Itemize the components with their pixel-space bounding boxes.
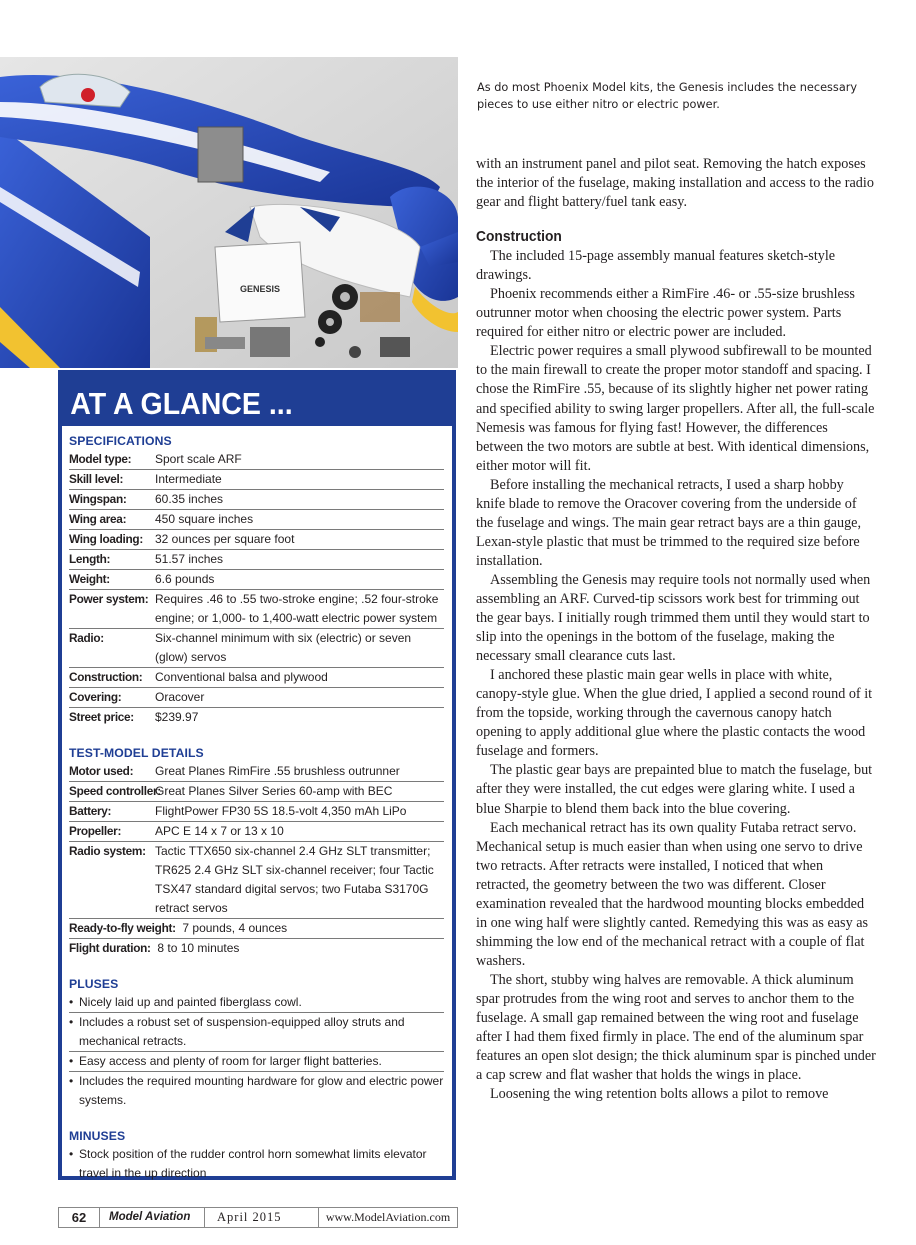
page-number: 62 <box>59 1208 100 1227</box>
issue-date: April 2015 <box>205 1208 319 1227</box>
spec-row <box>69 842 444 919</box>
article-body <box>476 155 876 1104</box>
magazine-name: Model Aviation <box>100 1208 205 1227</box>
spec-label: Motor used: <box>69 764 134 778</box>
specifications-list <box>69 450 444 727</box>
spec-row <box>69 530 444 550</box>
spec-label: Ready-to-fly weight: <box>69 921 176 935</box>
article-paragraph: Phoenix recommends either a RimFire .46- or .55-size brushless outrunner motor when choosing the electric power system. Parts required for either nitro or electric power are included. <box>476 286 855 341</box>
spec-row <box>69 629 444 668</box>
plus-item: • Nicely laid up and painted fiberglass cowl. <box>69 993 444 1013</box>
construction-heading: Construction <box>476 228 562 246</box>
spec-row <box>69 688 444 708</box>
spec-value: Sport scale ARF <box>155 452 242 466</box>
spec-row <box>69 802 444 822</box>
spec-row <box>69 708 444 727</box>
spec-label: Model type: <box>69 452 132 466</box>
minuses-heading: MINUSES <box>69 1129 126 1143</box>
article-paragraph: Each mechanical retract has its own quality Futaba retract servo. Mechanical setup is much easier than when using one servo to drive two retracts. After retracts were installed, I noticed that when retracted, the geometry between the two was different. Closer examination revealed that the hardwood mounting blocks embedded in one wing half were slightly canted. Remedying this was as easy as shimming the low end of the mechanical retract with a couple of flat washers. <box>476 819 869 969</box>
spec-row <box>69 762 444 782</box>
specifications-heading: SPECIFICATIONS <box>69 434 172 448</box>
spec-label: Propeller: <box>69 824 122 838</box>
spec-label: Wing loading: <box>69 532 143 546</box>
spec-value: 60.35 inches <box>155 492 224 506</box>
spec-row <box>69 450 444 470</box>
article-paragraph: The plastic gear bays are prepainted blue to match the fuselage, but after they were installed, the cut edges were glaring white. I used a blue Sharpie to blend them back into the blue covering. <box>476 762 873 817</box>
spec-label: Construction: <box>69 670 143 684</box>
kit-photo-image <box>0 57 458 368</box>
spec-label: Skill level: <box>69 472 124 486</box>
spec-value: APC E 14 x 7 or 13 x 10 <box>155 824 284 838</box>
minuses-list <box>69 1145 444 1183</box>
at-a-glance-body <box>62 426 452 1180</box>
spec-label: Length: <box>69 552 111 566</box>
plus-item: • Easy access and plenty of room for larger flight batteries. <box>69 1052 444 1072</box>
spec-value: FlightPower FP30 5S 18.5-volt 4,350 mAh LiPo <box>155 804 407 818</box>
at-a-glance-title: AT A GLANCE ... <box>70 386 293 421</box>
article-paragraph: Assembling the Genesis may require tools not normally used when assembling an ARF. Curved-tip scissors work best for trimming out the gear bays. I initially rough trimmed them until they would start to slip into the openings in the bottom of the fuselage, making the necessary small clearance cuts last. <box>476 571 871 665</box>
pluses-list <box>69 993 444 1110</box>
spec-label: Power system: <box>69 592 149 606</box>
spec-row <box>69 490 444 510</box>
spec-label: Wing area: <box>69 512 127 526</box>
spec-value: Intermediate <box>155 472 222 486</box>
spec-value: 450 square inches <box>155 512 254 526</box>
spec-row <box>69 470 444 490</box>
spec-value: Oracover <box>155 690 205 704</box>
kit-photo <box>0 57 458 368</box>
spec-value: Six-channel minimum with six (electric) or seven (glow) servos <box>155 631 412 664</box>
page-footer <box>58 1207 458 1228</box>
pluses-heading: PLUSES <box>69 977 119 991</box>
website-link[interactable]: www.ModelAviation.com <box>325 1210 451 1224</box>
spec-row <box>69 590 444 629</box>
spec-value: 51.57 inches <box>155 552 224 566</box>
photo-caption: As do most Phoenix Model kits, the Genesis includes the necessary pieces to use either nitro or electric power. <box>477 81 858 111</box>
spec-label: Radio: <box>69 631 104 645</box>
spec-row <box>69 510 444 530</box>
article-paragraph: Before installing the mechanical retracts, I used a sharp hobby knife blade to remove the Oracover covering from the underside of the fuselage and wings. The main gear retract bays are a thin gauge, Lexan-style plastic that must be trimmed to the required size before installation. <box>476 476 862 569</box>
test-model-heading: TEST-MODEL DETAILS <box>69 746 204 760</box>
minus-item: • Stock position of the rudder control horn somewhat limits elevator travel in the up direction <box>69 1145 444 1183</box>
spec-value: 32 ounces per square foot <box>155 532 295 546</box>
spec-label: Speed controller: <box>69 784 161 798</box>
spec-row <box>69 782 444 802</box>
spec-value: 6.6 pounds <box>155 572 215 586</box>
manual-label: GENESIS <box>240 284 281 294</box>
spec-value: 8 to 10 minutes <box>157 941 240 955</box>
article-paragraph: The included 15-page assembly manual features sketch-style drawings. <box>476 248 836 284</box>
article-intro: with an instrument panel and pilot seat. Removing the hatch exposes the interior of the fuselage, making installation and access to the radio gear and flight battery/fuel tank easy. <box>476 156 874 211</box>
article-paragraph: The short, stubby wing halves are removable. A thick aluminum spar protrudes from the wing root and serves to anchor them to the fuselage. A small gap remained between the wing root and fuselage after I had them fixed firmly in place. The end of the aluminum spar features an open slot design; the thick aluminum spar is pinched under a cap screw and flat washer that holds the wings in place. <box>476 971 876 1084</box>
spec-label: Flight duration: <box>69 941 151 955</box>
spec-label: Battery: <box>69 804 112 818</box>
article-paragraph: Electric power requires a small plywood subfirewall to be mounted to the main firewall to create the proper motor standoff and spacing. I chose the RimFire .55, because of its slightly higher net power rating and specified ability to swing larger propellers. After all, the full-scale Nemesis was famous for flying fast! However, the differences between the two motors are subtle at best. With identical dimensions, either motor will fit. <box>476 343 875 474</box>
flight-duration-row <box>69 939 444 958</box>
spec-label: Wingspan: <box>69 492 127 506</box>
spec-label: Covering: <box>69 690 122 704</box>
ready-to-fly-weight-row <box>69 919 444 939</box>
spec-value: Conventional balsa and plywood <box>155 670 328 684</box>
spec-value: $239.97 <box>155 710 199 724</box>
spec-row <box>69 668 444 688</box>
spec-label: Radio system: <box>69 844 146 858</box>
spec-row <box>69 550 444 570</box>
at-a-glance-panel <box>58 370 456 1180</box>
spec-row <box>69 570 444 590</box>
spec-value: Requires .46 to .55 two-stroke engine; .52 four-stroke engine; or 1,000- to 1,400-watt electric power system <box>155 592 439 625</box>
spec-label: Weight: <box>69 572 110 586</box>
article-paragraph: I anchored these plastic main gear wells in place with white, canopy-style glue. When the glue dried, I applied a second round of it from the topside, working through the cavernous canopy hatch opening to apply additional glue where the plastic contacts the wood fuselage and formers. <box>476 667 873 760</box>
spec-value: Great Planes RimFire .55 brushless outrunner <box>155 764 400 778</box>
article-paragraph: Loosening the wing retention bolts allows a pilot to remove <box>490 1086 829 1103</box>
plus-item: • Includes a robust set of suspension-equipped alloy struts and mechanical retracts. <box>69 1013 444 1052</box>
spec-value: Great Planes Silver Series 60-amp with BEC <box>155 784 393 798</box>
spec-value: Tactic TTX650 six-channel 2.4 GHz SLT transmitter; TR625 2.4 GHz SLT six-channel receiver; four Tactic TSX47 standard digital servos; two Futaba S3170G retract servos <box>155 844 434 915</box>
plus-item: • Includes the required mounting hardware for glow and electric power systems. <box>69 1072 444 1110</box>
spec-value: 7 pounds, 4 ounces <box>182 921 288 935</box>
spec-row <box>69 822 444 842</box>
test-model-list <box>69 762 444 958</box>
spec-label: Street price: <box>69 710 134 724</box>
